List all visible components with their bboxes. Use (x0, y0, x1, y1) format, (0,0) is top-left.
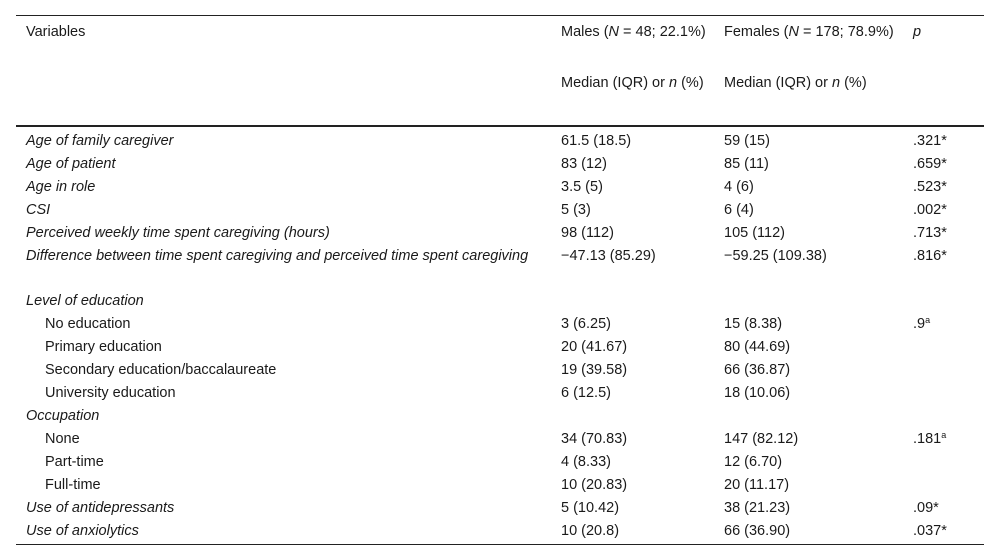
row-label: No education (45, 316, 131, 332)
data-table (16, 15, 984, 545)
row-females: 18 (10.06) (724, 385, 791, 401)
table-row (16, 313, 984, 336)
row-males: 83 (12) (561, 156, 607, 172)
row-males: 20 (41.67) (561, 339, 628, 355)
row-label: Use of antidepressants (26, 500, 175, 516)
row-label: University education (45, 385, 176, 401)
row-label: Use of anxiolytics (26, 523, 139, 539)
table-top-rule (16, 15, 984, 16)
row-label: Age of patient (26, 156, 116, 172)
row-females: 6 (4) (724, 202, 754, 218)
row-p: .659* (913, 156, 947, 172)
row-section-label: Occupation (26, 408, 100, 424)
row-females: 12 (6.70) (724, 454, 783, 470)
table-row (16, 382, 984, 405)
row-females: −59.25 (109.38) (724, 248, 827, 264)
row-label: Full-time (45, 477, 101, 493)
table-row (16, 497, 984, 520)
row-p: .037* (913, 523, 947, 539)
row-label: Primary education (45, 339, 162, 355)
table-row (16, 222, 984, 245)
row-males: 34 (70.83) (561, 431, 628, 447)
row-females: 80 (44.69) (724, 339, 791, 355)
header-variables: Variables (26, 24, 86, 40)
table-row (16, 474, 984, 497)
row-label: Secondary education/baccalaureate (45, 362, 277, 378)
row-males: 3 (6.25) (561, 316, 611, 332)
row-label: Perceived weekly time spent caregiving (hours) (26, 225, 330, 241)
row-females: 20 (11.17) (724, 477, 790, 493)
table-row (16, 520, 984, 543)
table-row (16, 245, 984, 290)
row-females: 105 (112) (724, 225, 785, 241)
row-females: 4 (6) (724, 179, 754, 195)
row-males: 5 (10.42) (561, 500, 620, 516)
row-males: 3.5 (5) (561, 179, 603, 195)
row-label: Age of family caregiver (26, 133, 174, 149)
table-row (16, 428, 984, 451)
row-p: .816* (913, 248, 947, 264)
row-males: 5 (3) (561, 202, 591, 218)
row-p: .713* (913, 225, 947, 241)
row-p: .9$^a$ (913, 315, 931, 332)
row-females: 59 (15) (724, 133, 770, 149)
row-females: 66 (36.87) (724, 362, 791, 378)
header-p: p (913, 24, 922, 40)
row-females: 15 (8.38) (724, 316, 783, 332)
row-males: 98 (112) (561, 225, 614, 241)
table-row (16, 199, 984, 222)
table-row (16, 405, 984, 428)
table-row (16, 176, 984, 199)
header-females: Females (N = 178; 78.9%) (724, 24, 894, 40)
table-bottom-rule (16, 544, 984, 545)
table-row (16, 359, 984, 382)
row-males: 4 (8.33) (561, 454, 611, 470)
row-males: 61.5 (18.5) (561, 133, 632, 149)
row-p: .321* (913, 133, 947, 149)
row-p: .002* (913, 202, 947, 218)
table-row (16, 451, 984, 474)
row-label: Age in role (26, 179, 96, 195)
row-p: .523* (913, 179, 947, 195)
row-section-label: Level of education (26, 293, 144, 309)
row-females: 38 (21.23) (724, 500, 791, 516)
table-subheader-row (16, 73, 984, 125)
table-row (16, 336, 984, 359)
row-males: 6 (12.5) (561, 385, 611, 401)
row-label: None (45, 431, 80, 447)
row-label: Part-time (45, 454, 104, 470)
table-row (16, 130, 984, 153)
row-p: .181$^a$ (913, 430, 947, 447)
row-males: −47.13 (85.29) (561, 248, 656, 264)
table-row (16, 290, 984, 313)
header-males: Males (N = 48; 22.1%) (561, 24, 706, 40)
row-males: 19 (39.58) (561, 362, 628, 378)
row-females: 85 (11) (724, 156, 769, 172)
row-males: 10 (20.8) (561, 523, 620, 539)
row-males: 10 (20.83) (561, 477, 628, 493)
row-p: .09* (913, 500, 939, 516)
table-row (16, 153, 984, 176)
row-females: 147 (82.12) (724, 431, 799, 447)
row-label: Difference between time spent caregiving and perceived time spent caregiving (26, 248, 529, 264)
row-females: 66 (36.90) (724, 523, 791, 539)
row-label: CSI (26, 202, 51, 218)
table-header-row (16, 22, 984, 73)
subheader-females: Median (IQR) or n (%) (724, 75, 867, 91)
subheader-males: Median (IQR) or n (%) (561, 75, 704, 91)
